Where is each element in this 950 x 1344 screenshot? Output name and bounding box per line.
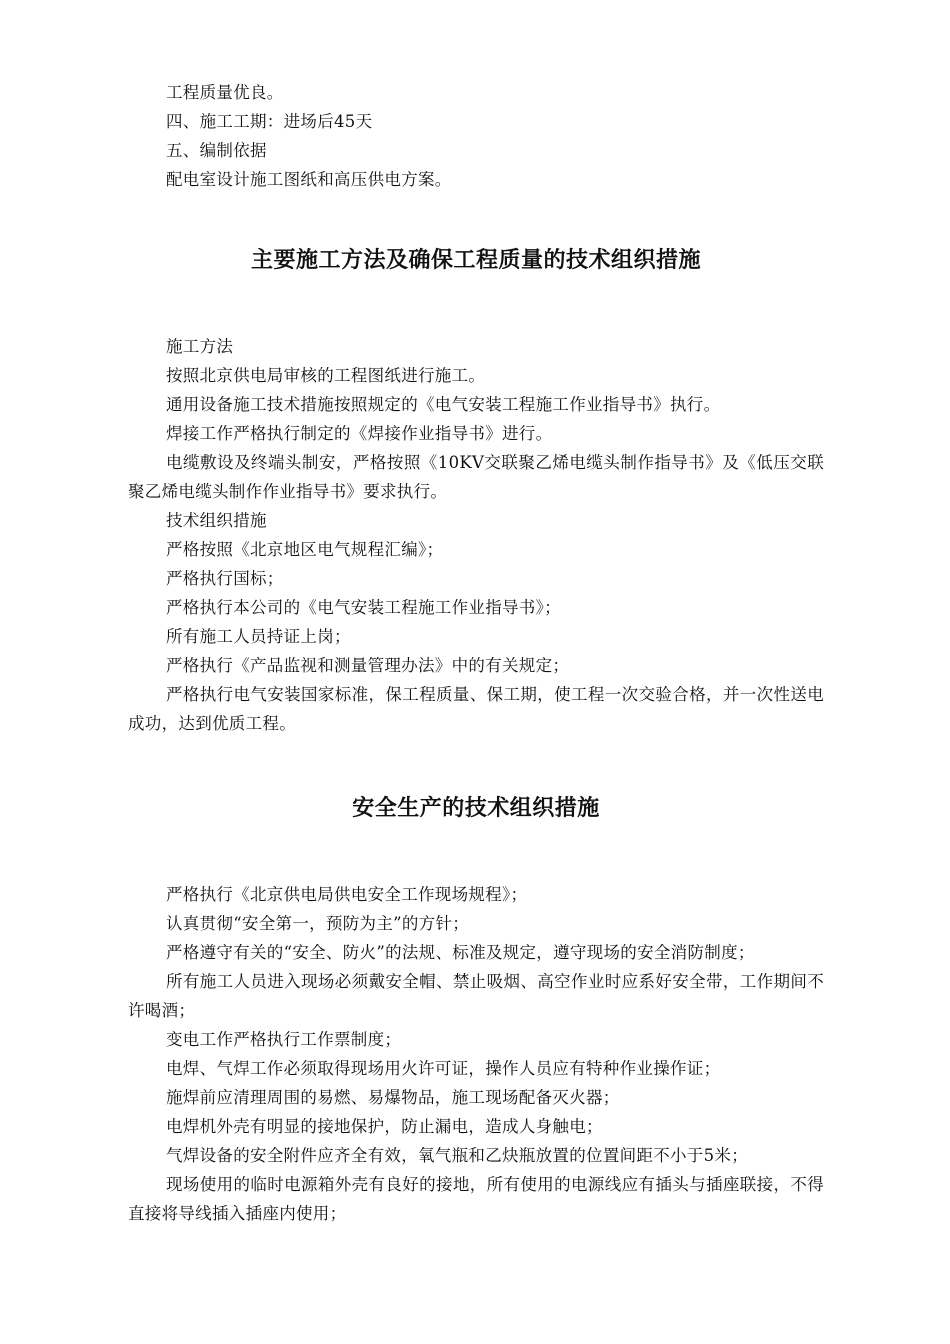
- section2-paragraph: 施焊前应清理周围的易燃、易爆物品，施工现场配备灭火器；: [166, 1088, 620, 1107]
- section1-paragraph: 通用设备施工技术措施按照规定的《电气安装工程施工作业指导书》执行。: [166, 395, 721, 414]
- section-heading-construction-methods: 主要施工方法及确保工程质量的技术组织措施: [250, 248, 701, 273]
- section2-paragraph: 严格遵守有关的“安全、防火”的法规、标准及规定，遵守现场的安全消防制度；: [166, 943, 755, 962]
- intro-paragraph: 工程质量优良。: [166, 83, 284, 102]
- section1-paragraph: 严格执行电气安装国家标准，保工程质量、保工期，使工程一次交验合格，并一次性送电成功，达到优质工程。: [128, 685, 824, 733]
- intro-paragraph: 四、施工工期：进场后45天: [166, 112, 373, 131]
- section1-paragraph: 按照北京供电局审核的工程图纸进行施工。: [166, 366, 486, 385]
- section-heading-safety-measures: 安全生产的技术组织措施: [352, 796, 600, 821]
- section1-paragraph: 严格按照《北京地区电气规程汇编》；: [166, 540, 444, 559]
- section2-paragraph: 严格执行《北京供电局供电安全工作现场规程》；: [166, 885, 528, 904]
- section1-paragraph: 严格执行本公司的《电气安装工程施工作业指导书》；: [166, 598, 561, 617]
- section1-paragraph: 严格执行国标；: [166, 569, 284, 588]
- section1-paragraph: 施工方法: [166, 337, 234, 356]
- intro-paragraph: 配电室设计施工图纸和高压供电方案。: [166, 170, 452, 189]
- document-body: [128, 78, 824, 1228]
- section2-paragraph: 现场使用的临时电源箱外壳有良好的接地，所有使用的电源线应有插头与插座联接，不得直接将导线插入插座内使用；: [128, 1175, 824, 1223]
- section1-paragraph: 所有施工人员持证上岗；: [166, 627, 351, 646]
- section2-paragraph: 电焊机外壳有明显的接地保护，防止漏电，造成人身触电；: [166, 1117, 603, 1136]
- section2-paragraph: 气焊设备的安全附件应齐全有效，氧气瓶和乙炔瓶放置的位置间距不小于5米；: [166, 1146, 748, 1165]
- section2-paragraph: 电焊、气焊工作必须取得现场用火许可证，操作人员应有特种作业操作证；: [166, 1059, 721, 1078]
- section2-paragraph: 认真贯彻“安全第一，预防为主”的方针；: [166, 914, 470, 933]
- section1-paragraph: 电缆敷设及终端头制安，严格按照《10KV交联聚乙烯电缆头制作指导书》及《低压交联聚乙烯电缆头制作作业指导书》要求执行。: [128, 453, 824, 501]
- section2-paragraph: 所有施工人员进入现场必须戴安全帽、禁止吸烟、高空作业时应系好安全带，工作期间不许喝酒；: [128, 972, 824, 1020]
- section2-paragraph: 变电工作严格执行工作票制度；: [166, 1030, 402, 1049]
- section1-paragraph: 技术组织措施: [166, 511, 267, 530]
- section1-paragraph: 焊接工作严格执行制定的《焊接作业指导书》进行。: [166, 424, 553, 443]
- section1-paragraph: 严格执行《产品监视和测量管理办法》中的有关规定；: [166, 656, 570, 675]
- intro-paragraph: 五、编制依据: [166, 141, 267, 160]
